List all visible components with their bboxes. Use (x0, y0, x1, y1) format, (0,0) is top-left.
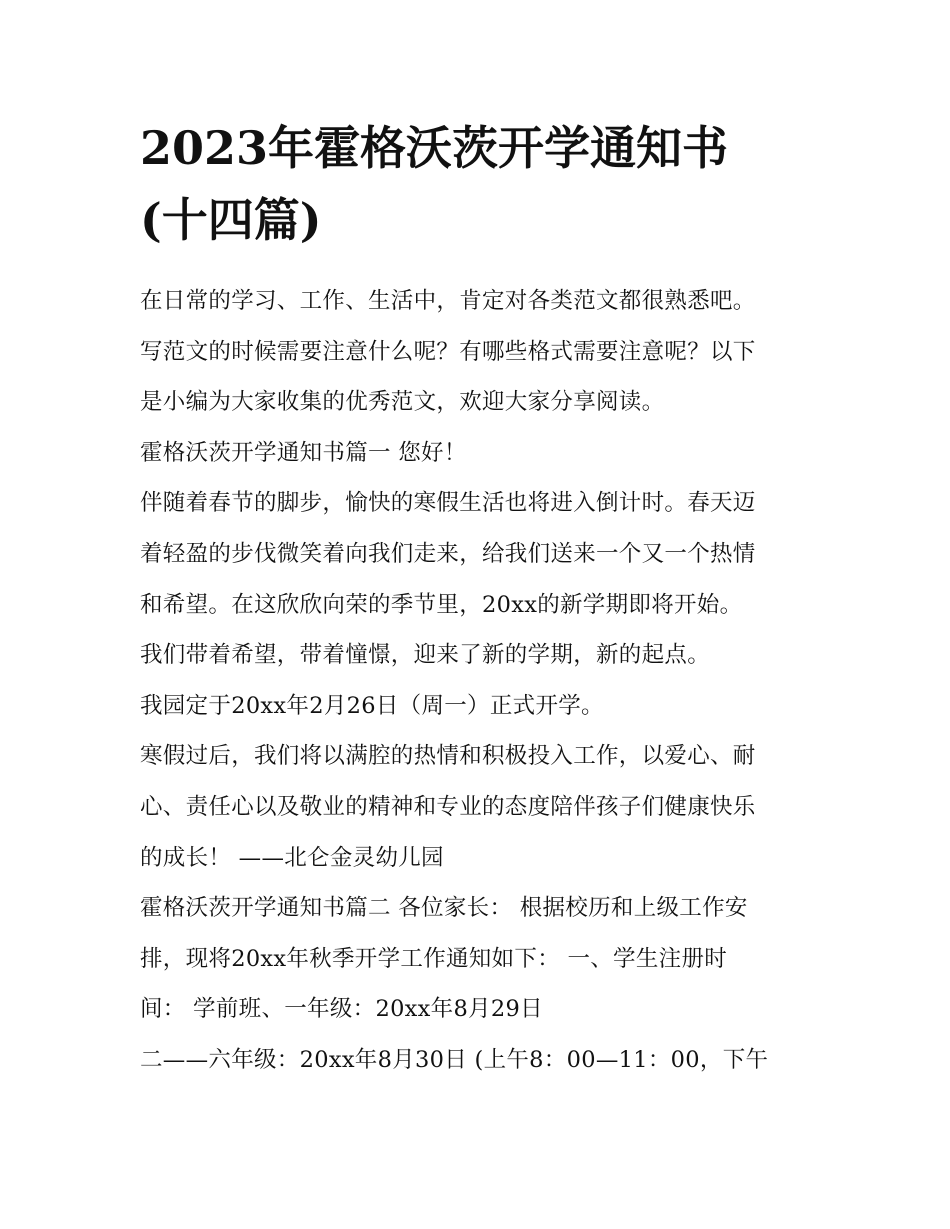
paragraph-line: 霍格沃茨开学通知书篇一 您好！ (140, 439, 467, 466)
document-title (140, 112, 840, 256)
paragraph-line: 我园定于20xx年2月26日（周一）正式开学。 (140, 692, 604, 719)
paragraph-line: 是小编为大家收集的优秀范文，欢迎大家分享阅读。 (140, 389, 665, 416)
paragraph-line: 在日常的学习、工作、生活中，肯定对各类范文都很熟悉吧。 (140, 288, 756, 314)
paragraph-line: 排，现将20xx年秋季开学工作通知如下： 一、学生注册时 (140, 945, 728, 972)
paragraph-line: 霍格沃茨开学通知书篇二 各位家长： 根据校历和上级工作安 (140, 895, 748, 922)
paragraph-line: 写范文的时候需要注意什么呢？有哪些格式需要注意呢？以下 (140, 338, 756, 365)
paragraph-line: 我们带着希望，带着憧憬，迎来了新的学期，新的起点。 (140, 642, 711, 669)
document-body (140, 276, 830, 1086)
title-line: (十四篇) (140, 193, 322, 247)
paragraph-line: 间： 学前班、一年级：20xx年8月29日 (140, 996, 543, 1023)
paragraph-line: 着轻盈的步伐微笑着向我们走来，给我们送来一个又一个热情 (140, 540, 756, 567)
title-line: 2023年霍格沃茨开学通知书 (140, 121, 729, 175)
paragraph-line: 寒假过后，我们将以满腔的热情和积极投入工作，以爱心、耐 (140, 743, 756, 770)
paragraph-line: 心、责任心以及敬业的精神和专业的态度陪伴孩子们健康快乐 (140, 793, 756, 820)
paragraph-line: 伴随着春节的脚步，愉快的寒假生活也将进入倒计时。春天迈 (140, 490, 756, 517)
paragraph-line: 二——六年级：20xx年8月30日 (上午8：00—11：00，下午 (140, 1046, 769, 1073)
paragraph-line: 和希望。在这欣欣向荣的季节里，20xx的新学期即将开始。 (140, 591, 743, 618)
paragraph-line: 的成长！ ——北仑金灵幼儿园 (140, 844, 444, 871)
